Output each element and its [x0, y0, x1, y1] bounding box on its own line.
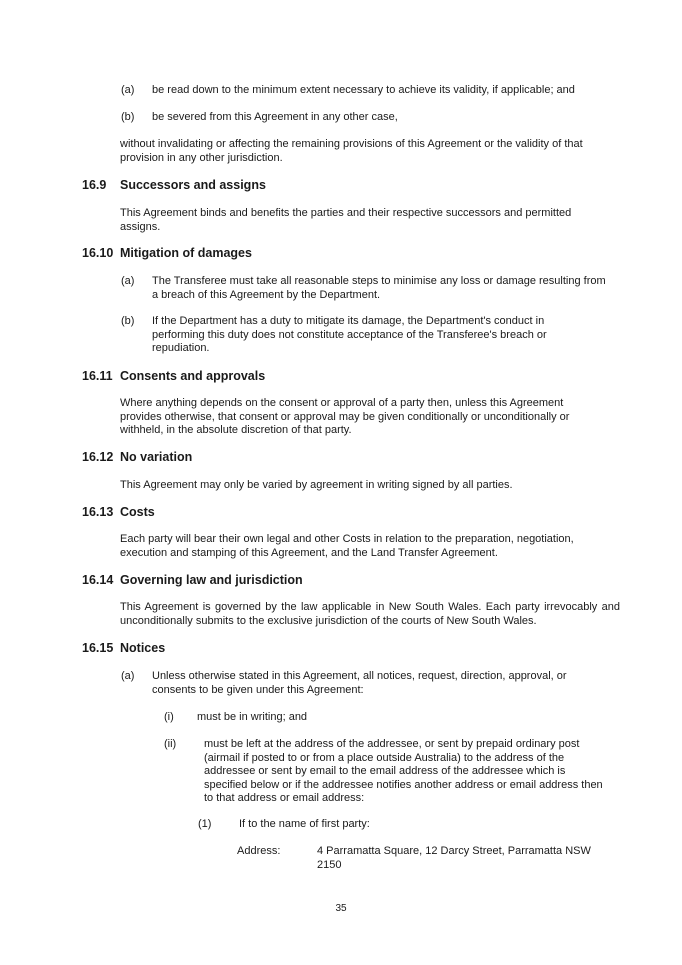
section-number-16-11: 16.11 — [82, 369, 113, 383]
section-body-16-13: Each party will bear their own legal and other Costs in relation to the preparation, negotiation, execution and stamping of this Agreement, and the Land Transfer Agreement. — [120, 533, 574, 559]
section-body-16-9: This Agreement binds and benefits the parties and their respective successors and permitted assigns. — [120, 207, 572, 233]
section-number-16-12: 16.12 — [82, 450, 114, 464]
section-number-16-9: 16.9 — [82, 178, 107, 192]
section-number-16-10: 16.10 — [82, 246, 114, 260]
section-number-16-15: 16.15 — [82, 641, 114, 655]
section-body-16-14: This Agreement is governed by the law applicable in New South Wales. Each party irrevocably and unconditionally submits to the exclusive jurisdiction of the courts of New South Wales. — [120, 601, 620, 627]
clause-text-a: be read down to the minimum extent necessary to achieve its validity, if applicable; and — [152, 84, 575, 96]
clause-label-b: (b) — [121, 111, 135, 123]
section-title-16-12: No variation — [120, 450, 193, 464]
clause-text-16-10-a: The Transferee must take all reasonable steps to minimise any loss or damage resulting from a breach of this Agreement by the Department. — [152, 275, 606, 301]
section-body-16-11: Where anything depends on the consent or approval of a party then, unless this Agreement provides otherwise, that consent or approval may be given conditionally or unconditionally or withheld, in the absolute discretion of that party. — [120, 397, 570, 437]
clause-text-b: be severed from this Agreement in any other case, — [152, 111, 398, 123]
section-title-16-15: Notices — [120, 641, 166, 655]
section-title-16-10: Mitigation of damages — [120, 246, 252, 260]
clause-label-16-10-b: (b) — [121, 315, 135, 327]
section-title-16-13: Costs — [120, 505, 155, 519]
page-number: 35 — [335, 903, 347, 914]
address-value: 4 Parramatta Square, 12 Darcy Street, Parramatta NSW 2150 — [317, 845, 591, 871]
item-label-1: (1) — [198, 818, 212, 830]
clause-tail-text: without invalidating or affecting the remaining provisions of this Agreement or the validity of that provision in any other jurisdiction. — [120, 138, 583, 164]
clause-text-16-15-a: Unless otherwise stated in this Agreement, all notices, request, direction, approval, or consents to be given under this Agreement: — [152, 670, 567, 696]
clause-label-16-15-a: (a) — [121, 670, 135, 682]
item-text-1: If to the name of first party: — [239, 818, 370, 830]
section-title-16-14: Governing law and jurisdiction — [120, 573, 303, 587]
section-title-16-9: Successors and assigns — [120, 178, 266, 192]
section-number-16-13: 16.13 — [82, 505, 114, 519]
section-body-16-12: This Agreement may only be varied by agreement in writing signed by all parties. — [120, 479, 513, 491]
address-label: Address: — [237, 845, 281, 857]
subclause-label-i: (i) — [164, 711, 174, 723]
clause-label-a: (a) — [121, 84, 135, 96]
section-number-16-14: 16.14 — [82, 573, 114, 587]
clause-text-16-10-b: If the Department has a duty to mitigate its damage, the Department's conduct in performing this duty does not constitute acceptance of the Transferee's breach or repudiation. — [152, 315, 547, 355]
subclause-text-i: must be in writing; and — [197, 711, 308, 723]
subclause-text-ii: must be left at the address of the addressee, or sent by prepaid ordinary post (airmail if posted to or from a place outside Australia) to the address of the addressee or sent by email to the email address of the addressee which is specified below or if the addressee notifies another address or email address then to that address or email address: — [204, 738, 603, 805]
section-title-16-11: Consents and approvals — [120, 369, 266, 383]
clause-label-16-10-a: (a) — [121, 275, 135, 287]
subclause-label-ii: (ii) — [164, 738, 177, 750]
